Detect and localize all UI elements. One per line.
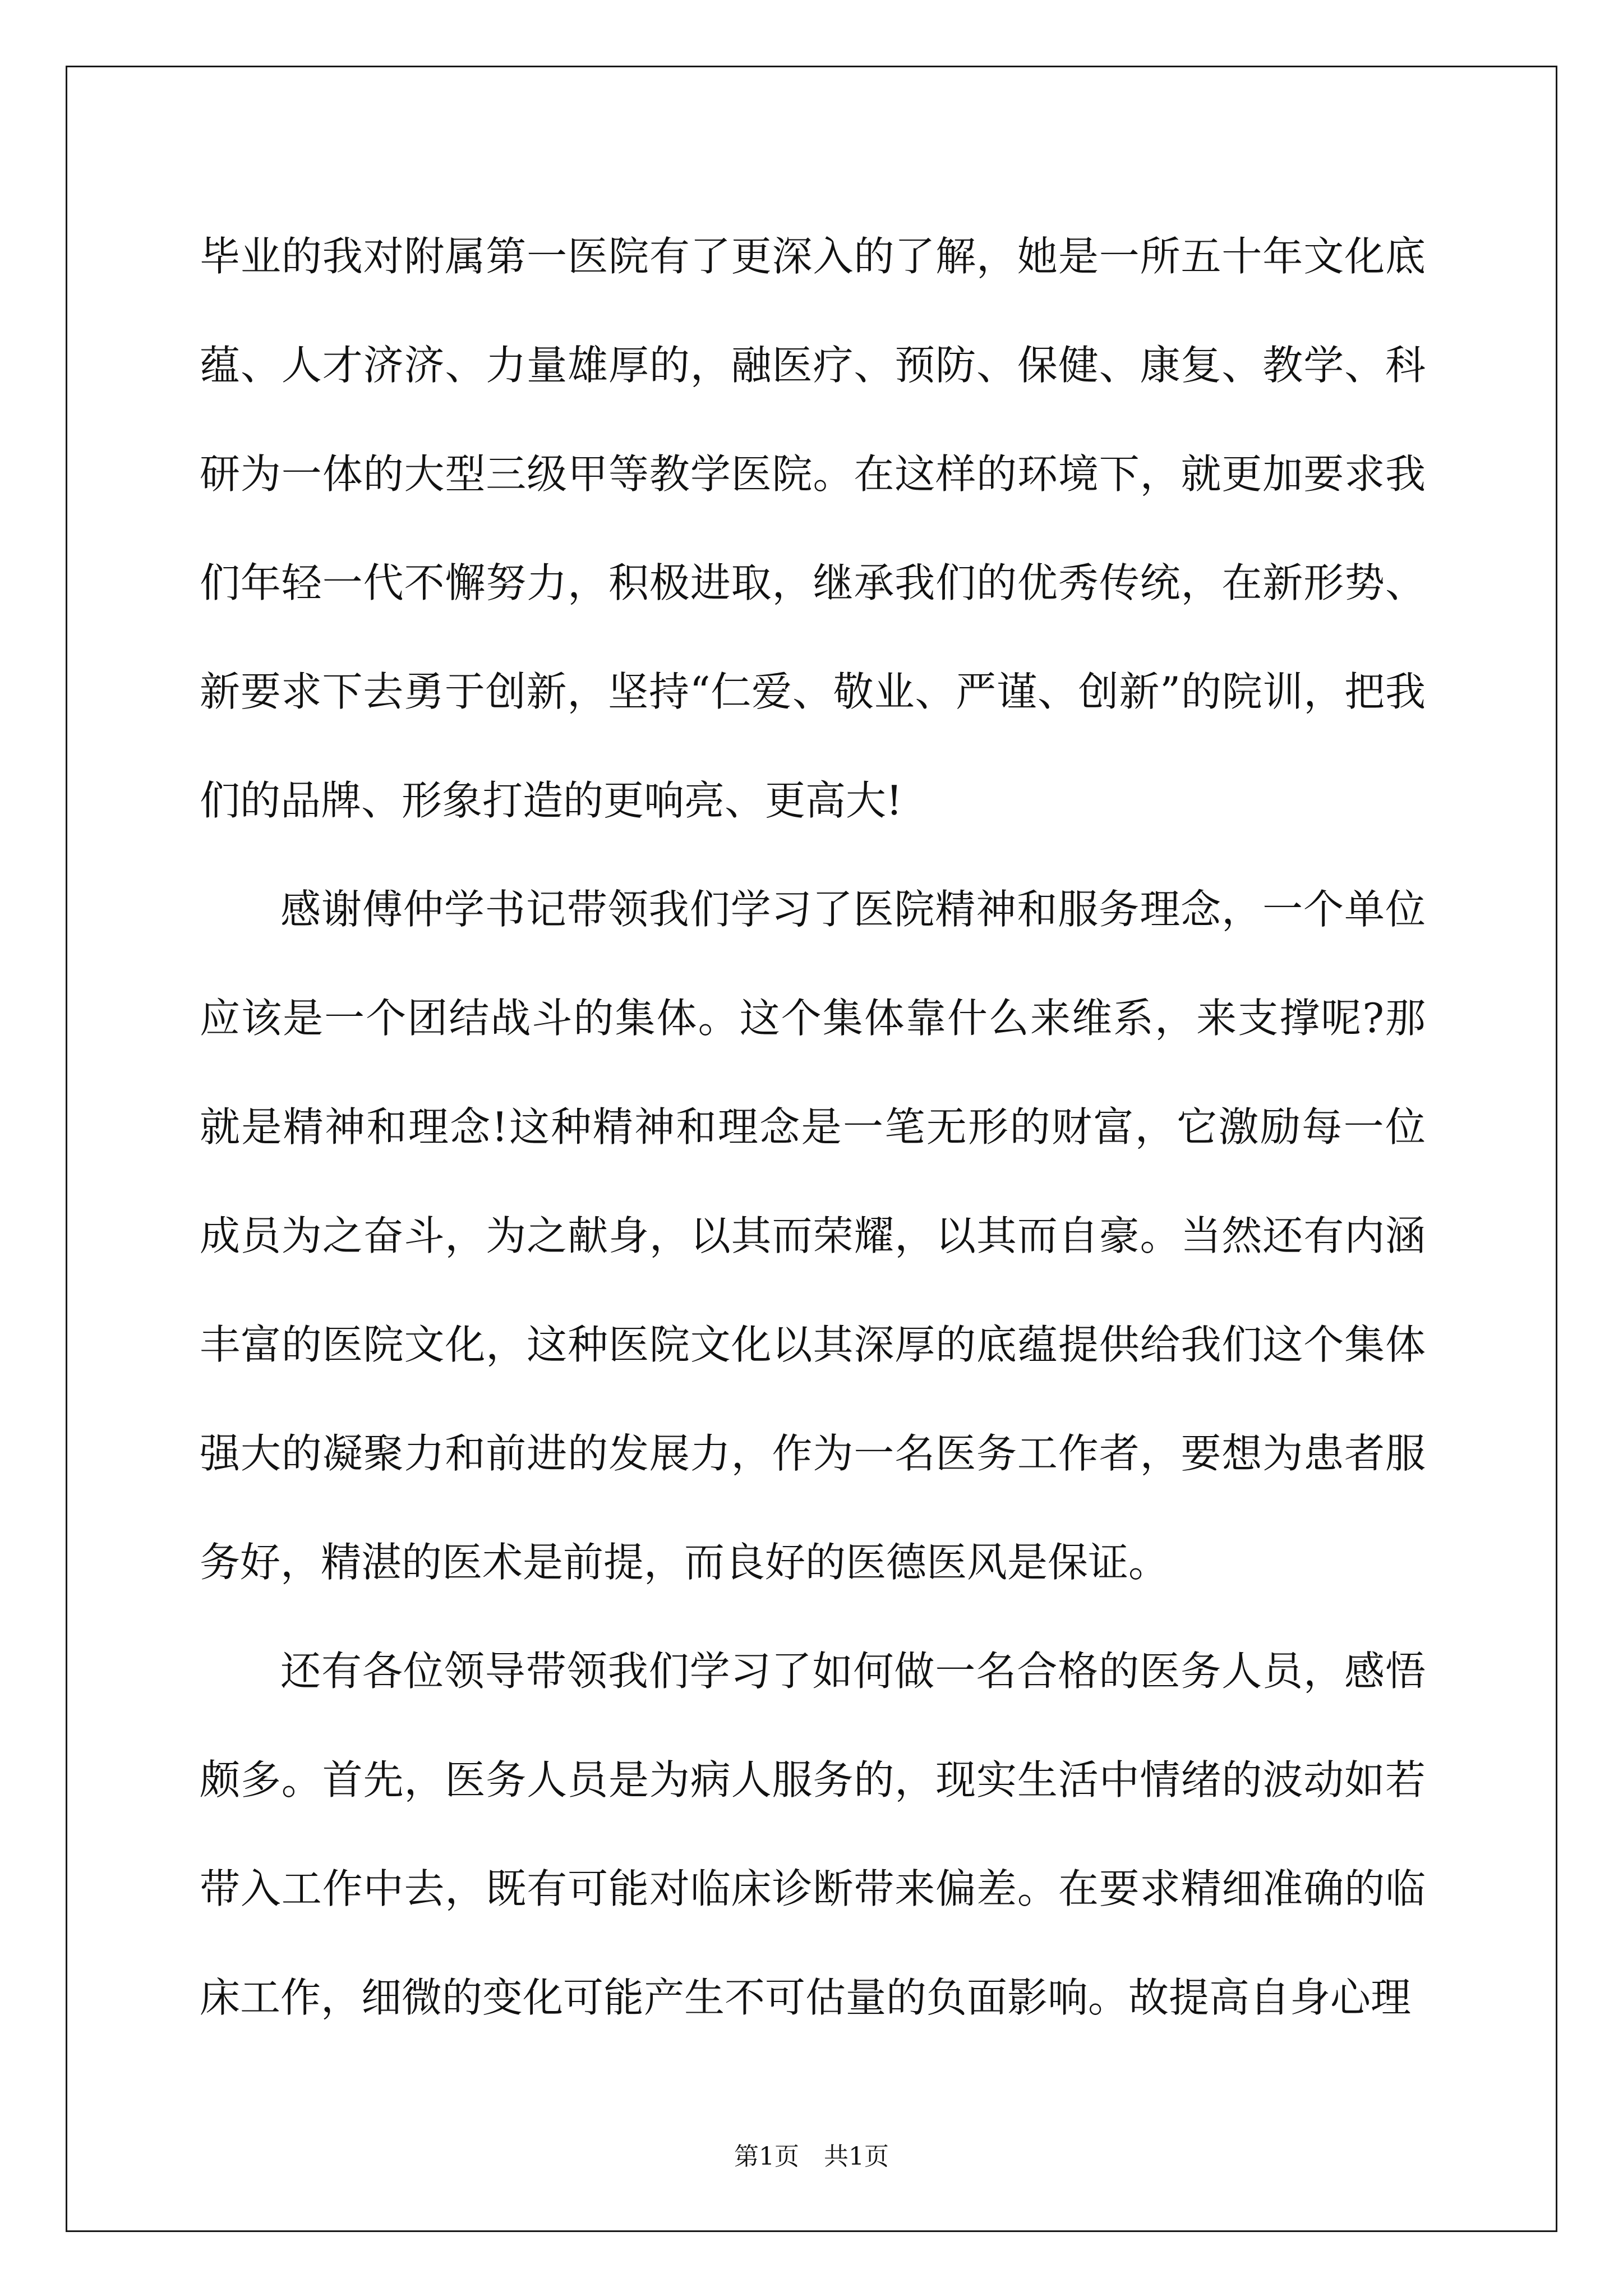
document-body [200, 202, 1426, 2052]
paragraph-1: 毕业的我对附属第一医院有了更深入的了解，她是一所五十年文化底蕴、人才济济、力量雄厚的，融医疗、预防、保健、康复、教学、科研为一体的大型三级甲等教学医院。在这样的环境下，就更加要求我们年轻一代不懈努力，积极进取，继承我们的优秀传统，在新形势、新要求下去勇于创新，坚持“仁爱、敬业、严谨、创新”的院训，把我们的品牌、形象打造的更响亮、更高大! [200, 233, 1426, 824]
paragraph-3: 还有各位领导带领我们学习了如何做一名合格的医务人员，感悟颇多。首先，医务人员是为病人服务的，现实生活中情绪的波动如若带入工作中去，既有可能对临床诊断带来偏差。在要求精细准确的临床工作，细微的变化可能产生不可估量的负面影响。故提高自身心理 [200, 1648, 1426, 2021]
paragraph-2: 感谢傅仲学书记带领我们学习了医院精神和服务理念，一个单位应该是一个团结战斗的集体。这个集体靠什么来维系，来支撑呢?那就是精神和理念!这种精神和理念是一笔无形的财富，它激励每一位成员为之奋斗，为之献身，以其而荣耀，以其而自豪。当然还有内涵丰富的医院文化，这种医院文化以其深厚的底蕴提供给我们这个集体强大的凝聚力和前进的发展力，作为一名医务工作者，要想为患者服务好，精湛的医术是前提，而良好的医德医风是保证。 [200, 886, 1426, 1586]
page-footer: 第1页 共1页 [734, 2142, 889, 2171]
